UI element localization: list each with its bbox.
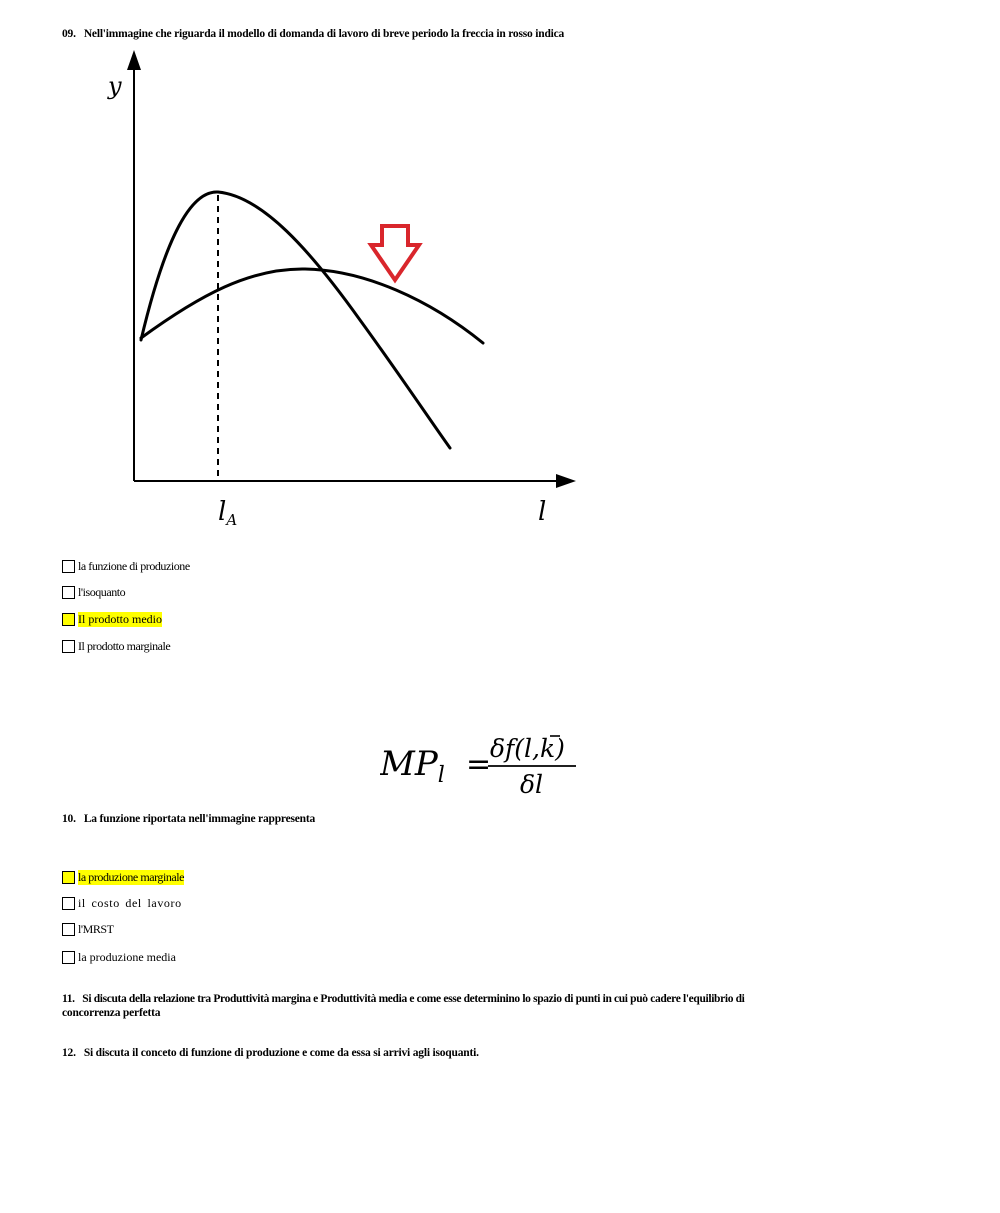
x-tick-label-subscript: A (226, 511, 238, 529)
formula-equals: = (466, 747, 492, 782)
formula-numerator: δf(l,k) (490, 734, 565, 763)
option-label-highlighted: la produzione marginale (78, 869, 185, 884)
x-axis-label: l (538, 497, 547, 527)
option-q09-3[interactable] (62, 611, 162, 627)
option-label: la funzione di produzione (78, 558, 190, 573)
option-label: l'MRST (78, 921, 114, 936)
option-q09-4[interactable] (62, 638, 170, 654)
option-checkbox[interactable] (62, 951, 75, 964)
option-q10-4[interactable] (62, 949, 176, 965)
option-checkbox[interactable] (62, 560, 75, 573)
question-text: Nell'immagine che riguarda il modello di domanda di lavoro di breve periodo la freccia in rosso indica (83, 28, 565, 40)
question-number: 12. (62, 1047, 76, 1059)
formula-svg (380, 728, 600, 800)
question-text: Si discuta della relazione tra Produttività margina e Produttività media e come esse determinino lo spazio di punti in cui può cadere l'equilibrio di (82, 993, 745, 1005)
option-checkbox[interactable] (62, 923, 75, 936)
y-axis-label: y (108, 72, 122, 100)
option-checkbox[interactable] (62, 586, 75, 599)
option-label: la produzione media (78, 949, 176, 964)
formula-lhs-subscript: l (437, 763, 445, 788)
curve-series-1 (141, 269, 483, 343)
option-label: il costo del lavoro (78, 895, 182, 910)
x-tick-label-main: l (218, 497, 227, 527)
formula-lhs: MP (380, 744, 438, 784)
option-checkbox[interactable] (62, 871, 75, 884)
x-tick-label-la (218, 497, 237, 529)
formula-marginal-product (380, 728, 600, 800)
option-q09-1[interactable] (62, 558, 190, 574)
question-number: 10. (62, 813, 76, 825)
question-number: 11. (62, 993, 75, 1005)
red-arrow-indicator (371, 226, 419, 280)
option-q10-1[interactable] (62, 869, 184, 885)
labor-demand-chart (0, 0, 1000, 540)
y-axis-arrowhead (127, 50, 141, 70)
question-line-2: concorrenza perfetta (62, 1007, 161, 1019)
option-checkbox[interactable] (62, 613, 75, 626)
svg-text:MPl (380, 744, 445, 788)
option-checkbox[interactable] (62, 640, 75, 653)
option-label: Il prodotto marginale (78, 638, 171, 653)
question-11 (62, 992, 962, 1020)
option-q09-2[interactable] (62, 584, 125, 600)
option-q10-3[interactable] (62, 921, 113, 937)
question-text: Si discuta il conceto di funzione di produzione e come da essa si arrivi agli isoquanti. (83, 1047, 479, 1059)
option-label-highlighted: Il prodotto medio (78, 611, 162, 626)
option-checkbox[interactable] (62, 897, 75, 910)
x-axis-arrowhead (556, 474, 576, 488)
question-10 (62, 812, 315, 826)
formula-denominator: δl (520, 770, 544, 799)
question-12 (62, 1046, 479, 1060)
question-line-1 (62, 992, 962, 1006)
option-q10-2[interactable] (62, 895, 182, 911)
question-number: 09. (62, 28, 76, 40)
question-text: La funzione riportata nell'immagine rappresenta (83, 813, 316, 825)
option-label: l'isoquanto (78, 584, 126, 599)
